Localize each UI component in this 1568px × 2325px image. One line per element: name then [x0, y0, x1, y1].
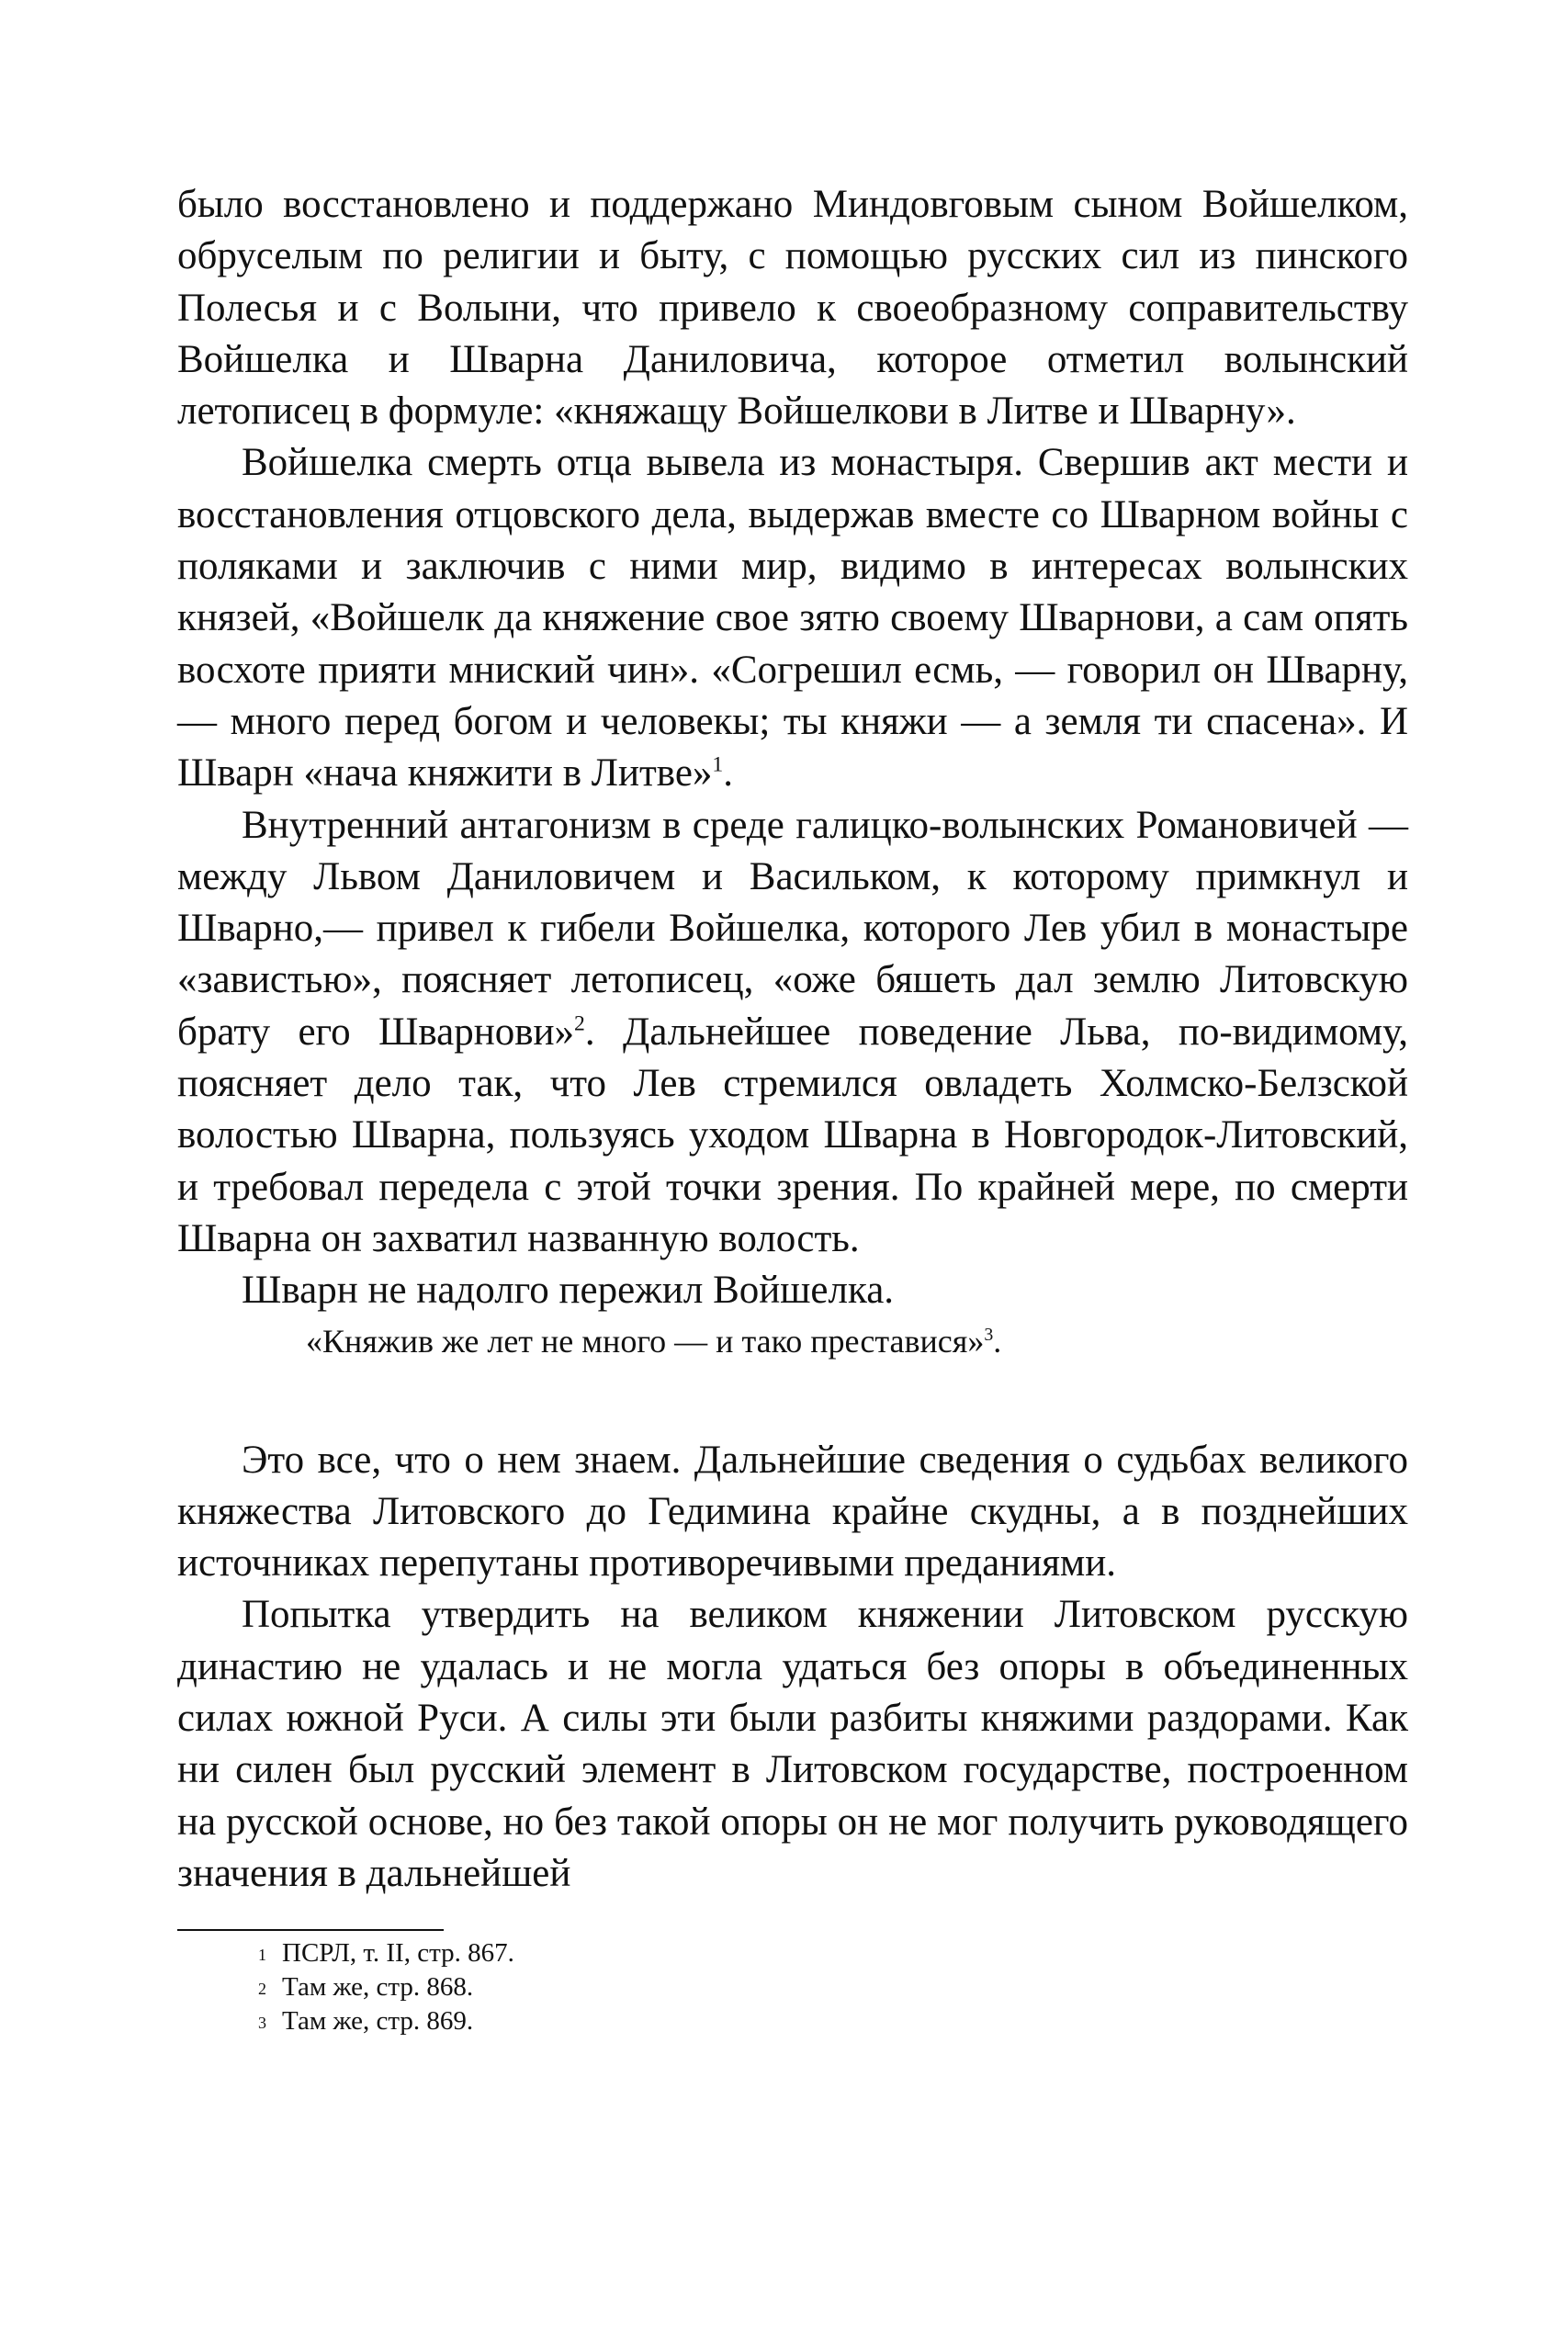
section-gap [177, 1363, 1408, 1435]
paragraph-1 [177, 179, 1408, 437]
footnote-3-number: 3 [258, 2014, 266, 2033]
paragraph-6 [177, 1589, 1408, 1900]
paragraph-6-text: Попытка утвердить на великом княжении Литовском русскую династию не удалась и не могла удаться без опоры в объединенных силах южной Руси. А силы эти были разбиты княжими раздорами. Как ни силен был русский элемент в Литовском государстве, построенном на русской основе, но без такой опоры он не мог получить руководящего значения в дальнейшей [177, 1593, 1408, 1895]
paragraph-4 [177, 1265, 1408, 1316]
quote-text: «Княжив же лет не много — и тако преставися» [306, 1322, 985, 1360]
footnote-2 [258, 1970, 1408, 2004]
quote-period: . [993, 1322, 1002, 1360]
footnote-2-number: 2 [258, 1980, 266, 1999]
paragraph-3-text-b: . Дальнейшее поведение Льва, по-видимому, поясняет дело так, что Лев стремился овладеть Холмско-Белзской волостью Шварна, пользуясь уходом Шварна в Новгородок-Литовский, и требовал передела с этой точки зрения. По крайней мере, по смерти Шварна он захватил названную волость. [177, 1010, 1408, 1260]
footnote-3 [258, 2004, 1408, 2038]
footnote-ref-3[interactable]: 3 [984, 1324, 994, 1345]
paragraph-2 [177, 437, 1408, 799]
main-text-continued [177, 1435, 1408, 1901]
book-page [177, 179, 1408, 2038]
footnote-3-text: Там же, стр. 869. [282, 2006, 474, 2037]
paragraph-2-text: Войшелка смерть отца вывела из монастыря. Свершив акт мести и восстановления отцовского дела, выдержав вместе со Шварном войны с поляками и заключив с ними мир, видимо в интересах волынских князей, «Войшелк да княжение свое зятю своему Шварнови, а сам опять восхоте прияти мниский чин». «Согрешил есмь, — говорил он Шварну, — много перед богом и человекы; ты княжи — а земля ти спасена». И Шварн «нача княжити в Литве» [177, 441, 1408, 796]
footnote-divider [177, 1929, 444, 1931]
chronicle-quote [177, 1319, 1408, 1363]
paragraph-1-text: было восстановлено и поддержано Миндовговым сыном Войшелком, обруселым по религии и быту, с помощью русских сил из пинского Полесья и с Волыни, что привело к своеобразному соправительству Войшелка и Шварна Даниловича, которое отметил волынский летописец в формуле: «княжащу Войшелкови в Литве и Шварну». [177, 183, 1408, 434]
footnote-1-number: 1 [258, 1946, 266, 1965]
footnote-ref-2[interactable]: 2 [574, 1011, 585, 1036]
footnote-2-text: Там же, стр. 868. [282, 1972, 474, 2003]
footnotes [177, 1936, 1408, 2038]
paragraph-2-period: . [723, 751, 733, 796]
footnote-ref-1[interactable]: 1 [712, 752, 724, 777]
footnote-1-text: ПСРЛ, т. II, стр. 867. [282, 1938, 514, 1969]
paragraph-5-text: Это все, что о нем знаем. Дальнейшие сведения о судьбах великого княжества Литовского до Гедимина крайне скудны, а в позднейших источниках перепутаны противоречивыми преданиями. [177, 1438, 1408, 1586]
footnote-1 [258, 1936, 1408, 1970]
paragraph-4-text: Шварн не надолго пережил Войшелка. [242, 1269, 895, 1313]
paragraph-3 [177, 800, 1408, 1266]
main-text [177, 179, 1408, 1317]
paragraph-5 [177, 1435, 1408, 1590]
paragraph-3-text-a: Внутренний антагонизм в среде галицко-волынских Романовичей — между Львом Даниловичем и Васильком, к которому примкнул и Шварно,— привел к гибели Войшелка, которого Лев убил в монастыре «завистью», поясняет летописец, «оже бяшеть дал землю Литовскую брату его Шварнови» [177, 803, 1408, 1054]
